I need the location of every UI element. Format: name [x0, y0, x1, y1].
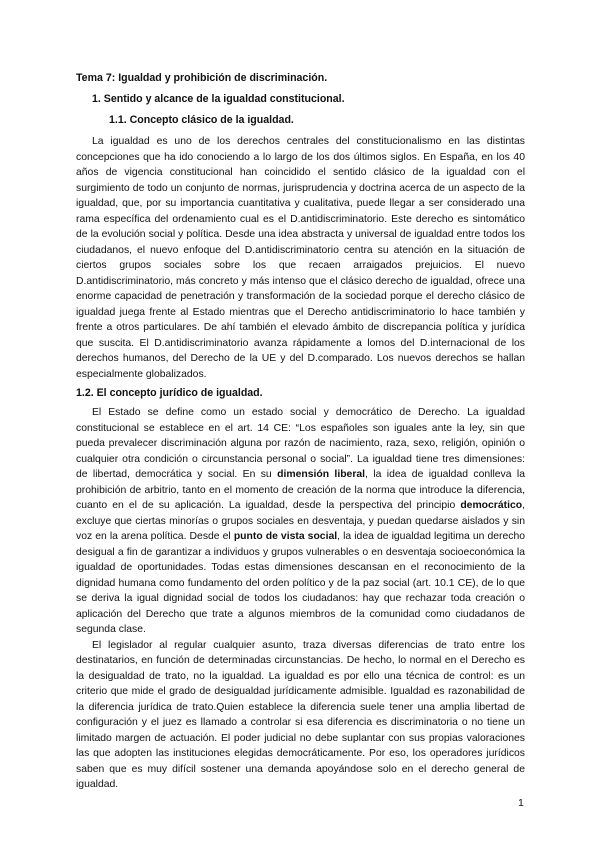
subsection-heading-1-1: 1.1. Concepto clásico de la igualdad.	[109, 114, 294, 126]
document-title: Tema 7: Igualdad y prohibición de discriminación.	[76, 72, 328, 84]
bold-dimension-liberal: dimensión liberal	[277, 469, 366, 480]
bold-democratico: democrático	[460, 500, 523, 511]
paragraph-2-text-c: , la idea de igualdad conlleva la prohibición de arbitrio, tanto en el momento de creación de la norma que introduce la diferencia, cuanto en el de su aplicación. La igualdad, desde la perspectiva del principio	[76, 469, 525, 511]
paragraph-3: El legislador al regular cualquier asunto, traza diversas diferencias de trato entre los destinatarios, en función de determinadas circunstancias. De hecho, lo normal en el Derecho es la desigualdad de trato, no la igualdad. La igualdad es por ello una técnica de control: es un criterio que mide el grado de desigualdad jurídicamente admisible. Igualdad es razonabilidad de la diferencia jurídica de trato.Quien establece la diferencia suele tener una amplia libertad de configuración y el juez es llamado a controlar si esa diferencia es discriminatoria o no tiene un limitado margen de actuación. El poder judicial no debe suplantar con sus propias valoraciones las que adopten las instituciones elegidas democráticamente. Por eso, los operadores jurídicos saben que es muy difícil sostener una demanda apoyándose solo en el derecho general de igualdad.	[76, 639, 525, 790]
section-heading-1-2: 1.2. El concepto jurídico de igualdad.	[76, 387, 263, 399]
page-number: 1	[518, 797, 524, 809]
section-heading-1: 1. Sentido y alcance de la igualdad constitucional.	[92, 93, 345, 105]
paragraph-1: La igualdad es uno de los derechos centrales del constitucionalismo en las distintas concepciones que ha ido conociendo a lo largo de los dos últimos siglos. En España, en los 40 años de vigencia constitucional han coincidido el sentido clásico de la igualdad con el surgimiento de todo un conjunto de normas, jurisprudencia y doctrina acerca de un aspecto de la igualdad, que, por su importancia cuantitativa y cualitativa, puede llegar a ser considerado una rama específica del ordenamiento cual es el D.antidiscriminatorio. Este derecho es sintomático de la evolución social y política. Desde una idea abstracta y universal de igualdad entre todos los ciudadanos, el nuevo enfoque del D.antidiscriminatorio centra su atención en la situación de ciertos grupos sociales sobre los que recaen arraigados prejuicios. El nuevo D.antidiscriminatorio, más concreto y más intenso que el clásico derecho de igualdad, ofrece una enorme capacidad de penetración y transformación de la sociedad porque el derecho clásico de igualdad juega frente al Estado mientras que el Derecho antidiscriminatorio lo hace también y frente a otros particulares. De ahí también el elevado ámbito de discrepancia política y jurídica que suscita. El D.antidiscriminatorio avanza rápidamente a lomos del D.internacional de los derechos humanos, del Derecho de la UE y del D.comparado. Los nuevos derechos se hallan especialmente globalizados.	[76, 136, 525, 380]
bold-punto-de-vista-social: punto de vista social	[233, 531, 338, 542]
page-content	[76, 71, 525, 793]
paragraph-2-text-e: , la idea de igualdad legitima un derecho desigual a fin de garantizar a individuos y grupos vulnerables o en desventaja socioeconómica la igualdad de oportunidades. Todas estas dimensiones descansan en el reconocimiento de la dignidad humana como fundamento del orden político y de la paz social (art. 10.1 CE), de lo que se deriva la igual dignidad social de todos los ciudadanos: hay que rechazar toda creación o aplicación del Derecho que trate a algunos miembros de la comunidad como ciudadanos de segunda clase.	[76, 531, 525, 635]
paragraph-2-text-d: , excluye que ciertas minorías o grupos sociales en desventaja, y puedan quedarse aislados y sin voz en la arena política. Desde el	[76, 500, 525, 542]
paragraph-2	[76, 405, 525, 638]
paragraph-2-text-a: El Estado se define como un estado social y democrático de Derecho. La igualdad constitucional se establece en el art. 14 CE: “Los españoles son iguales ante la ley, sin que pueda prevalecer discriminación alguna por razón de nacimiento, raza, sexo, religión, opinión o cualquier otra condición o circunstancia personal o social”. La igualdad tiene tres dimensiones: de libertad, democrática y social. En su	[76, 407, 525, 480]
